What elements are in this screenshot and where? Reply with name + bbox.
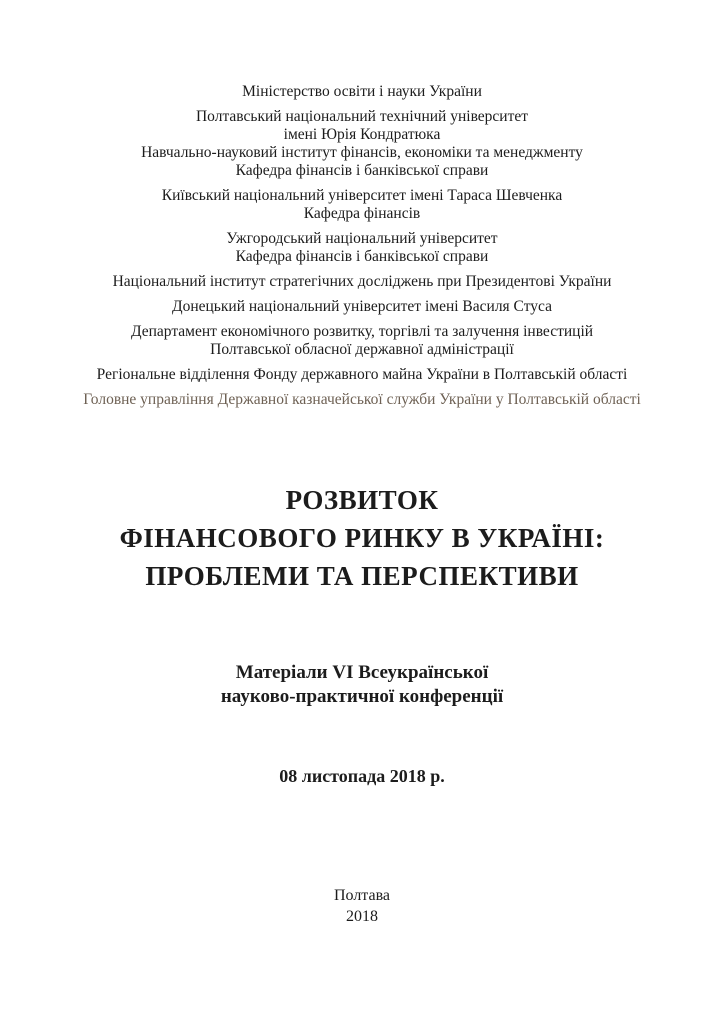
- conference-subtitle: [0, 661, 724, 709]
- org-block-donetsk-university: [42, 298, 682, 316]
- org-block-poltava-university: [42, 108, 682, 180]
- org-line: Кафедра фінансів: [303, 205, 421, 222]
- org-line: Міністерство освіти і науки України: [242, 83, 482, 100]
- org-line: Ужгородський національний університет: [226, 230, 498, 247]
- org-line: Національний інститут стратегічних досліджень при Президентові України: [112, 273, 612, 290]
- org-line: Регіональне відділення Фонду державного майна України в Полтавській області: [96, 366, 628, 383]
- imprint-year: 2018: [346, 908, 378, 925]
- organizations-header: [0, 83, 724, 409]
- org-block-kyiv-university: [42, 187, 682, 223]
- org-block-treasury-service: [42, 391, 682, 409]
- org-line: Головне управління Державної казначейської служби України у Полтавській області: [83, 391, 641, 408]
- org-line: Донецький національний університет імені Василя Стуса: [172, 298, 552, 315]
- org-block-strategic-institute: [42, 273, 682, 291]
- org-line: Полтавської обласної державної адміністрації: [210, 341, 514, 358]
- org-block-uzhhorod-university: [42, 230, 682, 266]
- imprint-city: Полтава: [333, 887, 391, 904]
- org-block-property-fund: [42, 366, 682, 384]
- imprint-footer: [0, 885, 724, 927]
- org-line: Київський національний університет імені Тараса Шевченка: [161, 187, 563, 204]
- subtitle-line: Матеріали VI Всеукраїнської: [235, 662, 489, 683]
- org-line: Кафедра фінансів і банківської справи: [235, 162, 489, 179]
- conference-date: 08 листопада 2018 р.: [279, 766, 445, 786]
- org-line: Департамент економічного розвитку, торгівлі та залучення інвестицій: [130, 323, 594, 340]
- org-block-ministry: [42, 83, 682, 101]
- subtitle-line: науково-практичної конференції: [220, 686, 504, 707]
- conference-title: [0, 481, 724, 595]
- title-line: РОЗВИТОК: [285, 485, 439, 515]
- org-line: Навчально-науковий інститут фінансів, економіки та менеджменту: [141, 144, 583, 161]
- org-line: Полтавський національний технічний університет: [195, 108, 529, 125]
- title-line: ПРОБЛЕМИ ТА ПЕРСПЕКТИВИ: [145, 561, 579, 591]
- org-line: Кафедра фінансів і банківської справи: [235, 248, 489, 265]
- org-line: імені Юрія Кондратюка: [283, 126, 441, 143]
- title-line: ФІНАНСОВОГО РИНКУ В УКРАЇНІ:: [119, 523, 605, 553]
- org-block-economic-department: [42, 323, 682, 359]
